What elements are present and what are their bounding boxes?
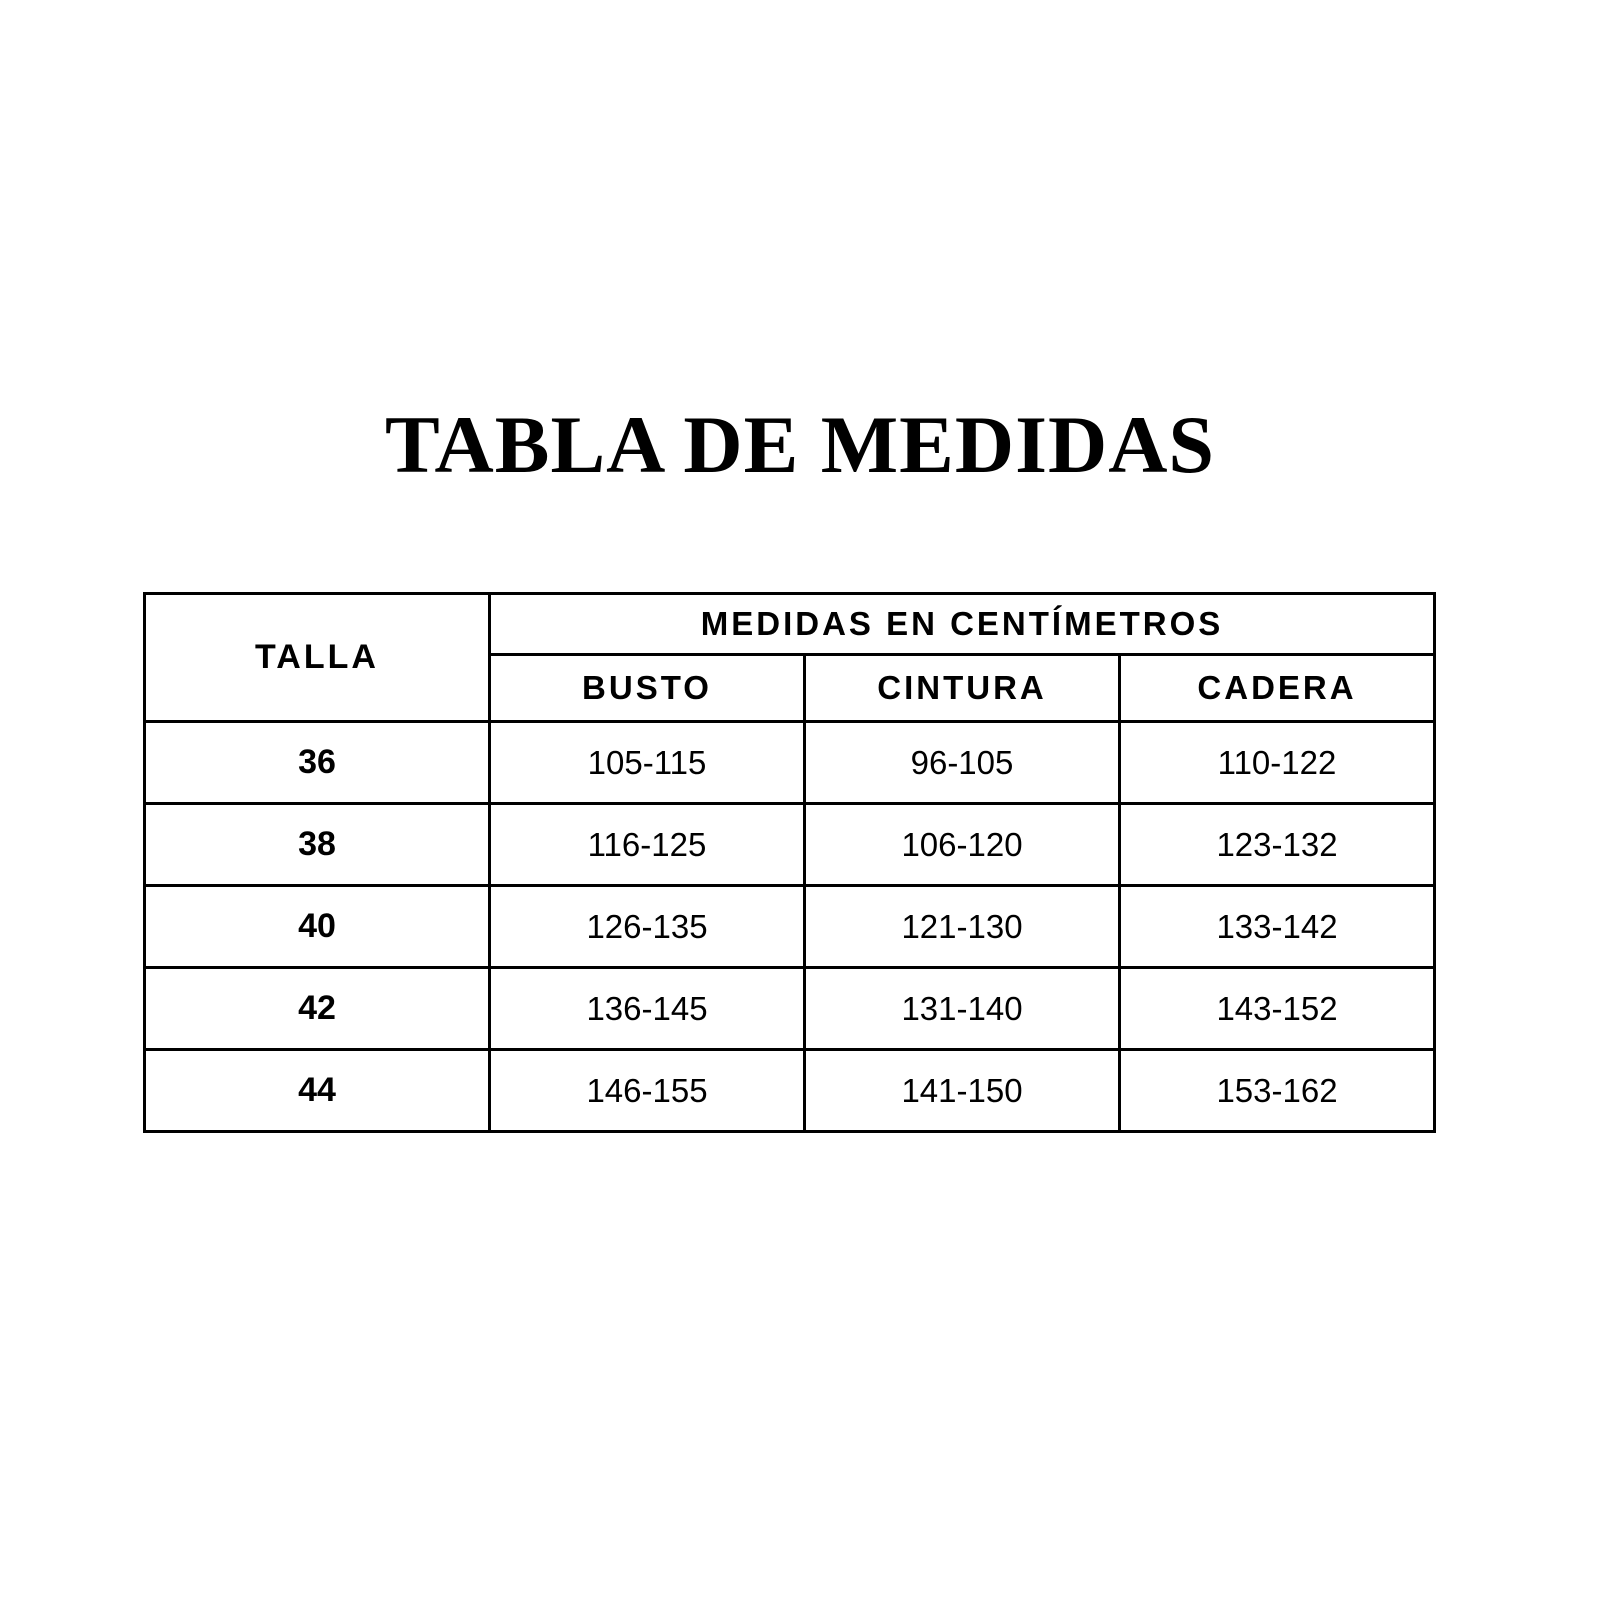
cell-talla: 36 xyxy=(145,722,490,804)
cell-cintura: 131-140 xyxy=(805,968,1120,1050)
cell-cadera: 143-152 xyxy=(1120,968,1435,1050)
table-row xyxy=(145,722,1435,804)
table-row xyxy=(145,968,1435,1050)
cell-busto: 126-135 xyxy=(490,886,805,968)
cell-cintura: 141-150 xyxy=(805,1050,1120,1132)
cell-cintura: 106-120 xyxy=(805,804,1120,886)
cell-cintura: 121-130 xyxy=(805,886,1120,968)
column-header-group-centimeters: MEDIDAS EN CENTÍMETROS xyxy=(490,594,1435,655)
cell-talla: 38 xyxy=(145,804,490,886)
column-header-cintura: CINTURA xyxy=(805,655,1120,722)
cell-cadera: 153-162 xyxy=(1120,1050,1435,1132)
cell-cadera: 110-122 xyxy=(1120,722,1435,804)
cell-talla: 44 xyxy=(145,1050,490,1132)
cell-busto: 116-125 xyxy=(490,804,805,886)
size-chart-table xyxy=(143,592,1436,1133)
cell-talla: 40 xyxy=(145,886,490,968)
page-title: TABLA DE MEDIDAS xyxy=(384,399,1216,490)
column-header-busto: BUSTO xyxy=(490,655,805,722)
cell-talla: 42 xyxy=(145,968,490,1050)
cell-cadera: 133-142 xyxy=(1120,886,1435,968)
cell-busto: 146-155 xyxy=(490,1050,805,1132)
table-header-row-1 xyxy=(145,594,1435,655)
column-header-cadera: CADERA xyxy=(1120,655,1435,722)
table-row xyxy=(145,804,1435,886)
table-row xyxy=(145,1050,1435,1132)
size-chart-table-wrapper xyxy=(143,592,1433,1133)
cell-busto: 136-145 xyxy=(490,968,805,1050)
cell-busto: 105-115 xyxy=(490,722,805,804)
table-row xyxy=(145,886,1435,968)
cell-cintura: 96-105 xyxy=(805,722,1120,804)
cell-cadera: 123-132 xyxy=(1120,804,1435,886)
column-header-talla: TALLA xyxy=(145,594,490,722)
